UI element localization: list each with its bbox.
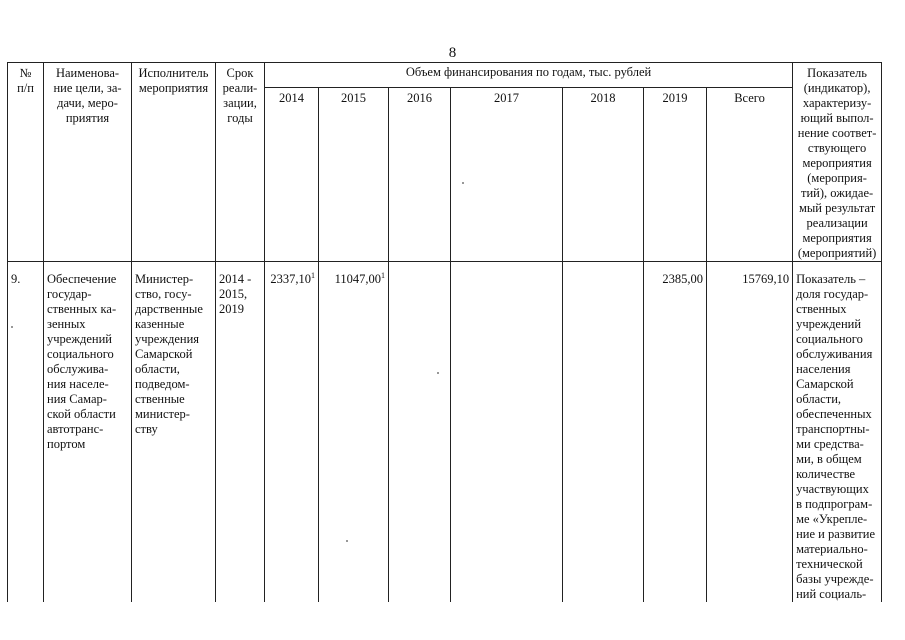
header-year-2016: 2016 bbox=[389, 88, 451, 262]
page-number: 8 bbox=[448, 45, 457, 61]
header-year-2018: 2018 bbox=[563, 88, 644, 262]
scan-speck bbox=[462, 182, 464, 184]
table-row bbox=[8, 262, 882, 603]
header-term: Срок реали- зации, годы bbox=[216, 63, 265, 262]
header-executor: Исполнитель мероприятия bbox=[132, 63, 216, 262]
header-year-2017: 2017 bbox=[451, 88, 563, 262]
row-term: 2014 - 2015, 2019 bbox=[216, 262, 265, 603]
header-row bbox=[8, 63, 882, 88]
scan-speck bbox=[437, 372, 439, 374]
row-name: Обеспечение государ- ственных ка- зенных учреждений социального обслужива- ния населе- ния Самар- ской области автотранс- портом bbox=[44, 262, 132, 603]
row-value-2018 bbox=[563, 262, 644, 603]
header-name: Наименова- ние цели, за- дачи, меро- приятия bbox=[44, 63, 132, 262]
header-year-2019: 2019 bbox=[644, 88, 707, 262]
row-value-2015: 11047,00$^1$ bbox=[319, 262, 389, 603]
header-total: Всего bbox=[707, 88, 793, 262]
header-year-2014: 2014 bbox=[265, 88, 319, 262]
row-total: 15769,10 bbox=[707, 262, 793, 603]
header-financing-title: Объем финансирования по годам, тыс. рублей bbox=[265, 63, 793, 88]
footnote-mark: 1 bbox=[311, 270, 315, 280]
header-indicator: Показатель (индикатор), характеризу- ющий выпол- нение соответ- ствующего мероприятия (мероприя- тий), ожидае- мый результат реализации мероприятия (мероприятий) bbox=[793, 63, 882, 262]
header-num: № п/п bbox=[8, 63, 44, 262]
row-indicator: Показатель – доля государ- ственных учреждений социального обслуживания населения Самарской области, обеспеченных транспортны- ми средства- ми, в общем количестве участвующих в подпрограм- ме «Укрепле- ние и развитие материально- технической базы учрежде- ний социаль- bbox=[793, 262, 882, 603]
footnote-mark: 1 bbox=[381, 270, 385, 280]
row-value-2017 bbox=[451, 262, 563, 603]
scan-speck bbox=[346, 540, 348, 542]
scan-speck bbox=[11, 326, 13, 328]
row-executor: Министер- ство, госу- дарственные казенные учреждения Самарской области, подведом- ственные министер- ству bbox=[132, 262, 216, 603]
financing-table bbox=[7, 62, 882, 602]
row-value-2019: 2385,00 bbox=[644, 262, 707, 603]
row-value-2014: 2337,10$^1$ bbox=[265, 262, 319, 603]
row-value-2016 bbox=[389, 262, 451, 603]
header-year-2015: 2015 bbox=[319, 88, 389, 262]
row-num: 9. bbox=[8, 262, 44, 603]
